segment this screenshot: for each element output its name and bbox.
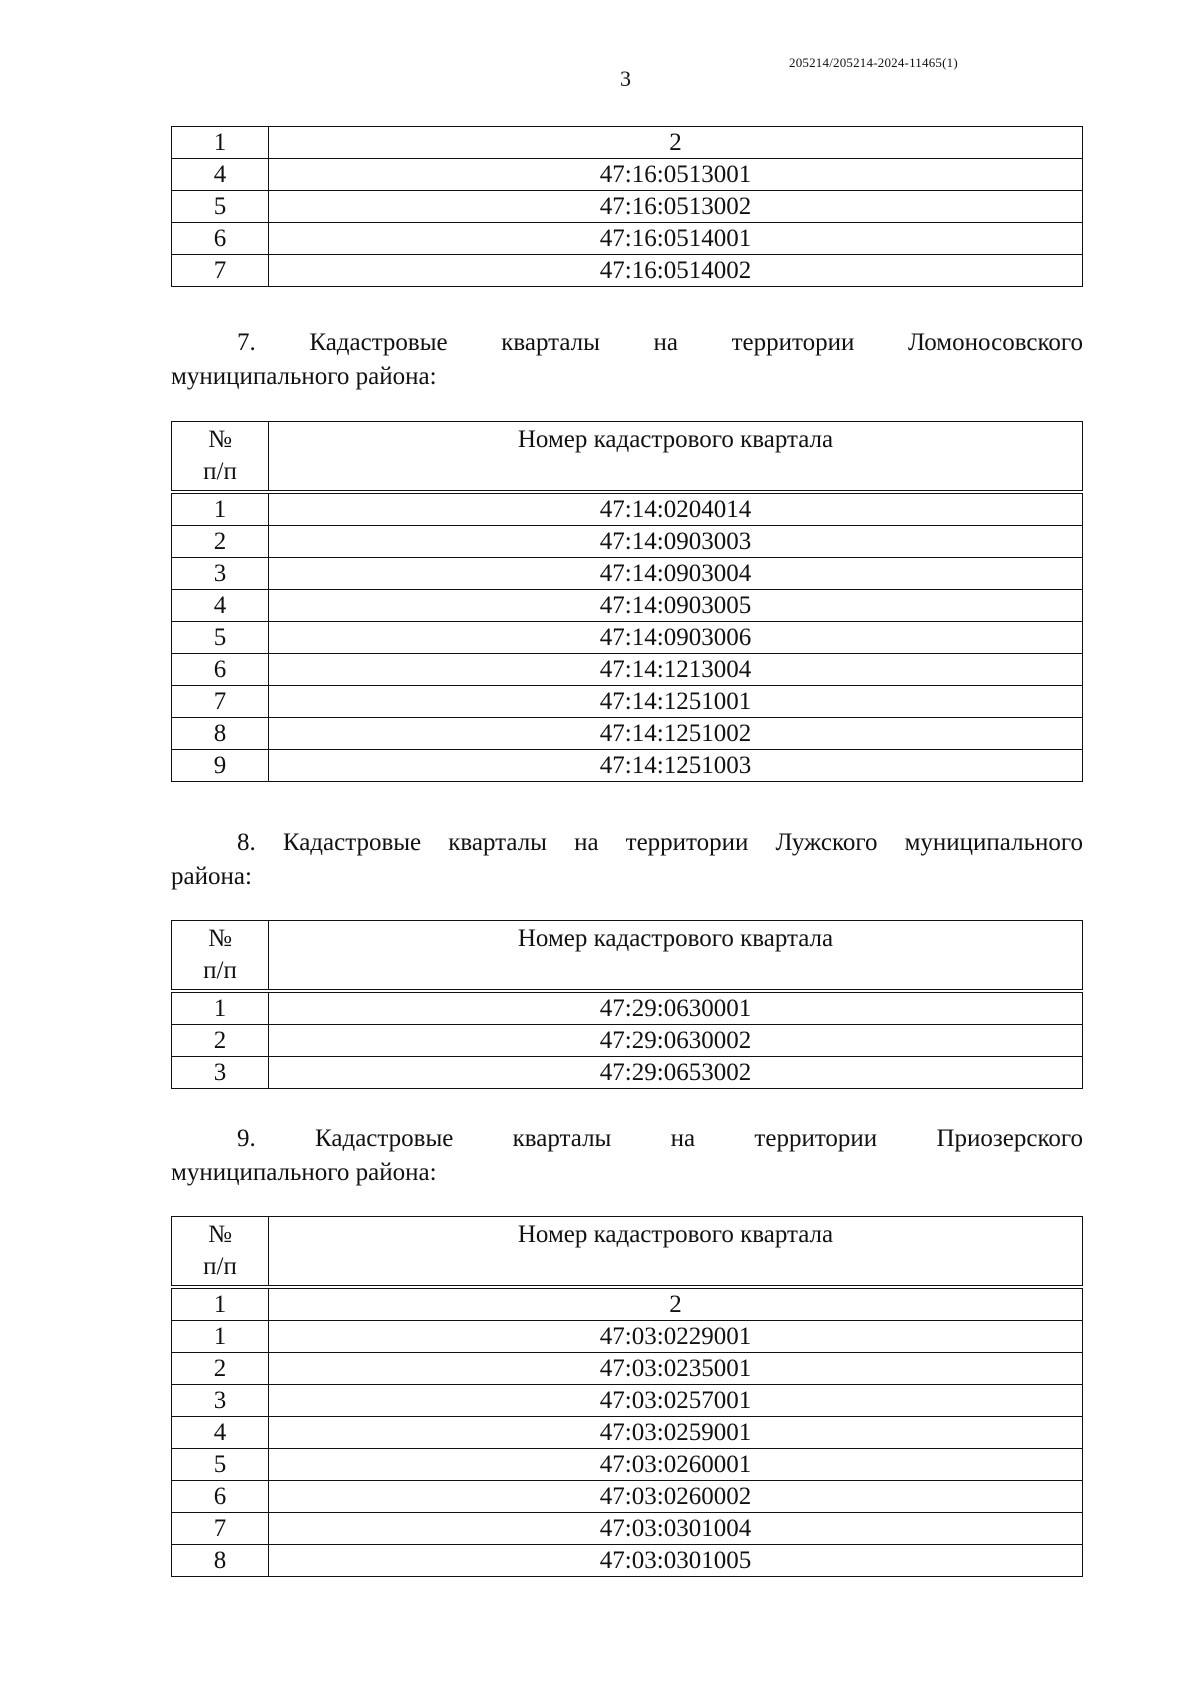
cadastral-code: 47:14:0903004 [269,558,1083,590]
column-number-header [172,1217,269,1288]
section-9-heading [171,1122,1083,1190]
table-row [172,686,1083,718]
section-7-heading [171,326,1083,394]
table-continued [171,126,1083,287]
table-row [172,255,1083,287]
row-number: 1 [172,492,269,526]
cadastral-code: 47:03:0259001 [269,1417,1083,1449]
row-number: 7 [172,255,269,287]
row-number: 1 [172,1321,269,1353]
column-number-header [172,422,269,493]
cadastral-code: 47:14:1251003 [269,750,1083,782]
column-code-header: 2 [269,127,1083,159]
table-row [172,558,1083,590]
cadastral-code: 47:14:0903003 [269,526,1083,558]
table-subheader-row [172,1287,1083,1321]
cadastral-code: 47:14:0204014 [269,492,1083,526]
table-header-row [172,921,1083,992]
table-row [172,718,1083,750]
cadastral-code: 47:14:1251002 [269,718,1083,750]
table-row [172,1449,1083,1481]
cadastral-code: 47:14:0903005 [269,590,1083,622]
cadastral-code: 47:03:0260001 [269,1449,1083,1481]
table-header-row [172,127,1083,159]
section-8-line-1: 8. Кадастровые кварталы на территории Лужского муниципального [237,829,1083,856]
row-number: 4 [172,590,269,622]
row-number: 2 [172,1353,269,1385]
column-index-2: 2 [269,1287,1083,1321]
table-row [172,1481,1083,1513]
column-code-header: Номер кадастрового квартала [269,921,1083,992]
table-row [172,1353,1083,1385]
number-sign: № [208,426,232,453]
column-index-1: 1 [172,1287,269,1321]
row-number: 6 [172,654,269,686]
section-7-line-1: 7. Кадастровые кварталы на территории Ломоносовского [237,329,1083,356]
section-9-line-1: 9. Кадастровые кварталы на территории Приозерского [237,1125,1083,1152]
row-number: 1 [172,991,269,1025]
cadastral-code: 47:03:0260002 [269,1481,1083,1513]
row-number: 7 [172,1513,269,1545]
cadastral-code: 47:16:0514002 [269,255,1083,287]
cadastral-code: 47:14:1251001 [269,686,1083,718]
cadastral-code: 47:16:0514001 [269,223,1083,255]
table-row [172,1025,1083,1057]
row-number: 6 [172,1481,269,1513]
row-number: 4 [172,1417,269,1449]
number-sign: № [208,1221,232,1248]
document-id: 205214/205214-2024-11465(1) [789,55,958,70]
table-row [172,991,1083,1025]
cadastral-code: 47:16:0513001 [269,159,1083,191]
row-number: 5 [172,1449,269,1481]
table-row [172,1513,1083,1545]
cadastral-code: 47:03:0229001 [269,1321,1083,1353]
cadastral-code: 47:14:0903006 [269,622,1083,654]
column-code-header: Номер кадастрового квартала [269,422,1083,493]
item-abbrev: п/п [203,957,237,984]
table-section-9 [171,1216,1083,1577]
table-row [172,159,1083,191]
table-row [172,191,1083,223]
cadastral-code: 47:29:0630001 [269,991,1083,1025]
table-row [172,492,1083,526]
row-number: 2 [172,526,269,558]
row-number: 3 [172,1385,269,1417]
table-section-7 [171,421,1083,782]
cadastral-code: 47:29:0630002 [269,1025,1083,1057]
column-number-header [172,921,269,992]
cadastral-code: 47:29:0653002 [269,1057,1083,1089]
row-number: 4 [172,159,269,191]
table-header-row [172,1217,1083,1288]
item-abbrev: п/п [203,458,237,485]
table-row [172,590,1083,622]
row-number: 9 [172,750,269,782]
table-row [172,750,1083,782]
cadastral-code: 47:03:0235001 [269,1353,1083,1385]
table-row [172,1417,1083,1449]
table-row [172,1385,1083,1417]
table-section-8 [171,920,1083,1089]
cadastral-code: 47:03:0301004 [269,1513,1083,1545]
number-sign: № [208,925,232,952]
column-number-header: 1 [172,127,269,159]
row-number: 5 [172,622,269,654]
table-row [172,1321,1083,1353]
section-7-line-2: муниципального района: [171,363,437,390]
table-row [172,1057,1083,1089]
row-number: 3 [172,558,269,590]
row-number: 2 [172,1025,269,1057]
table-row [172,223,1083,255]
row-number: 6 [172,223,269,255]
table-row [172,1545,1083,1577]
row-number: 8 [172,1545,269,1577]
cadastral-code: 47:03:0257001 [269,1385,1083,1417]
item-abbrev: п/п [203,1253,237,1280]
section-8-heading [171,826,1083,894]
page-number: 3 [620,66,631,91]
row-number: 7 [172,686,269,718]
row-number: 8 [172,718,269,750]
table-row [172,526,1083,558]
row-number: 5 [172,191,269,223]
cadastral-code: 47:03:0301005 [269,1545,1083,1577]
table-header-row [172,422,1083,493]
column-code-header: Номер кадастрового квартала [269,1217,1083,1288]
section-9-line-2: муниципального района: [171,1159,437,1186]
cadastral-code: 47:16:0513002 [269,191,1083,223]
table-row [172,622,1083,654]
section-8-line-2: района: [171,863,252,890]
row-number: 3 [172,1057,269,1089]
cadastral-code: 47:14:1213004 [269,654,1083,686]
table-row [172,654,1083,686]
